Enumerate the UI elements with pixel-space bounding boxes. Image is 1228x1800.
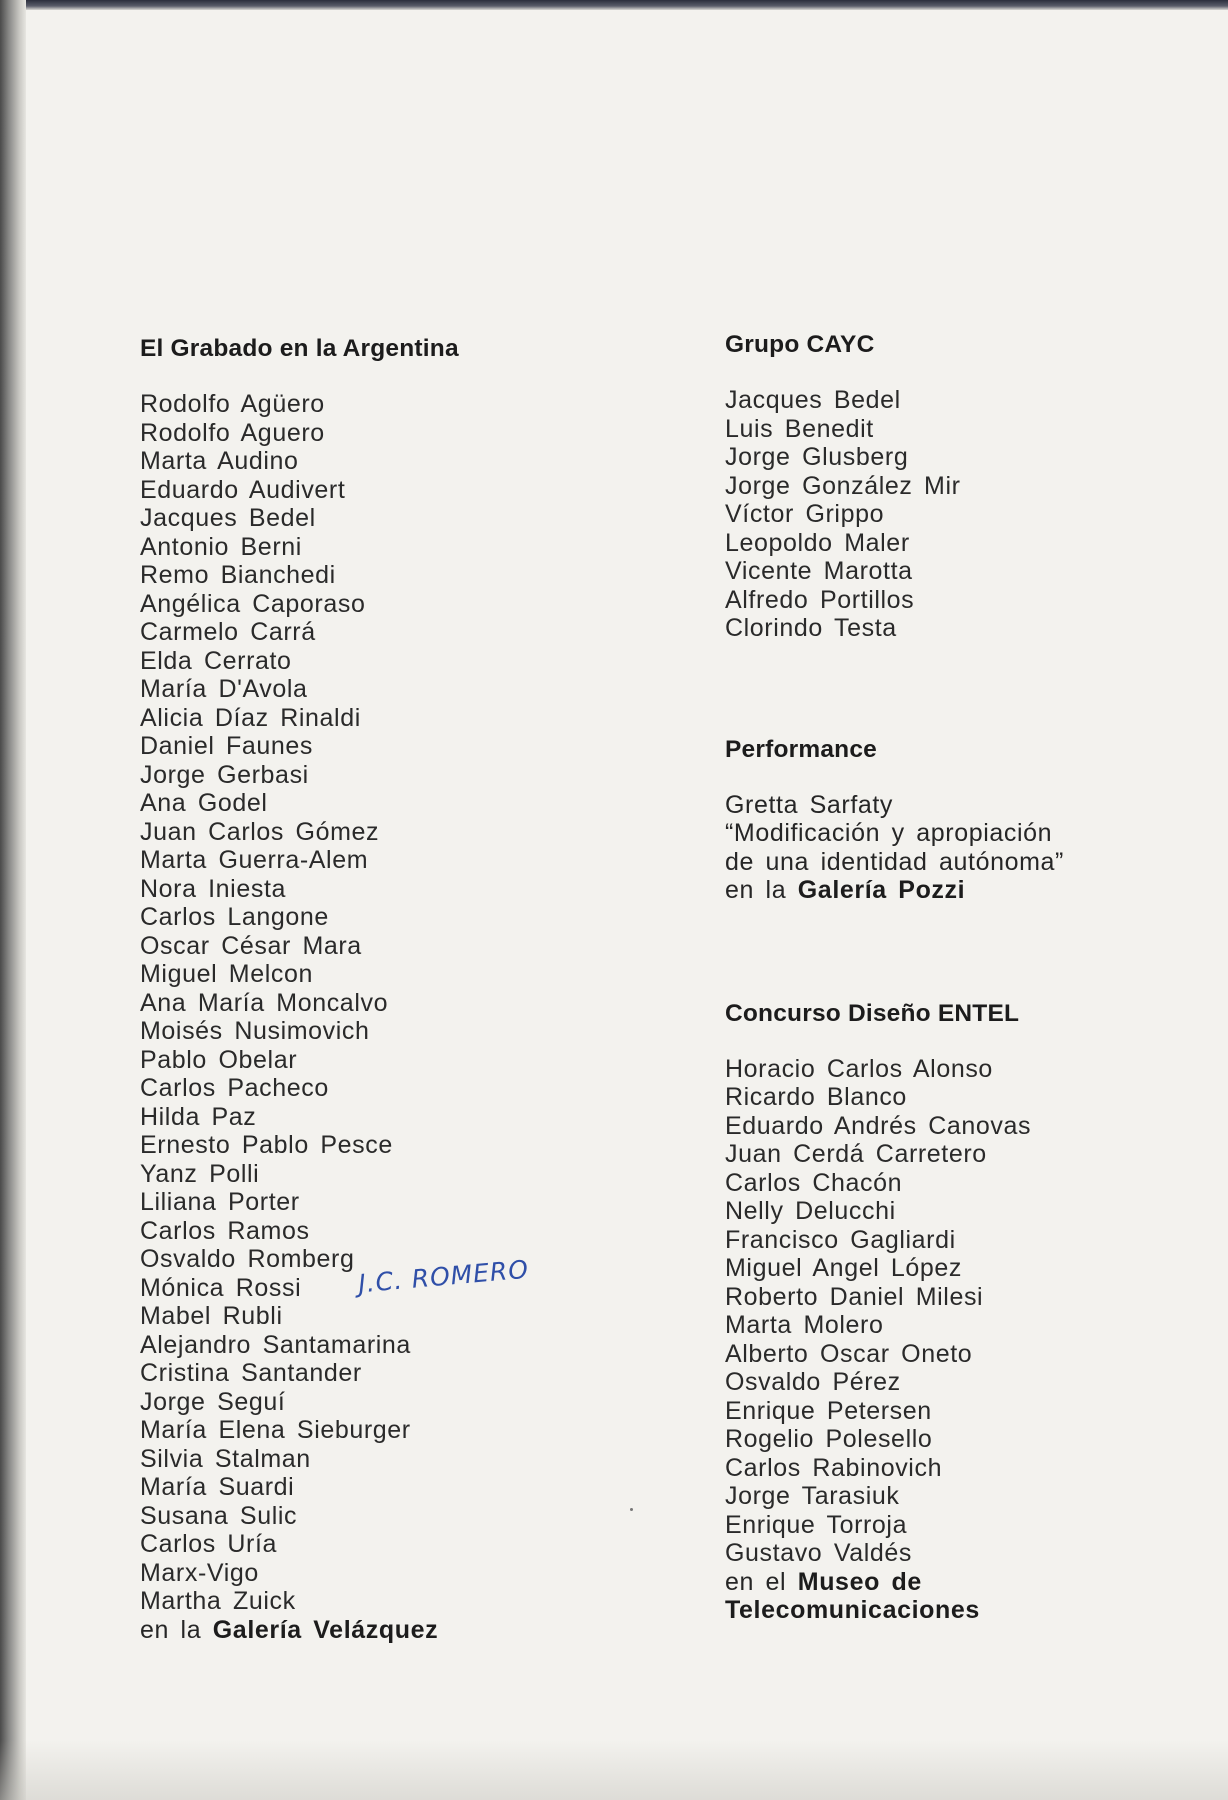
artist-name: Alfredo Portillos bbox=[725, 585, 915, 614]
artist-name: Martha Zuick bbox=[140, 1587, 296, 1615]
entel-venue bbox=[725, 1568, 1064, 1597]
cayc-artist-list bbox=[725, 386, 1064, 643]
artist-name: Carlos Pacheco bbox=[140, 1074, 329, 1102]
venue-name-line-2: Telecomunicaciones bbox=[725, 1596, 980, 1624]
artist-name: Jorge Glusberg bbox=[725, 443, 909, 471]
performance-venue bbox=[725, 876, 1064, 905]
designer-name: Enrique Petersen bbox=[725, 1396, 932, 1425]
speck bbox=[630, 1508, 633, 1511]
artist-name: Jorge Gerbasi bbox=[140, 760, 309, 789]
spacer bbox=[725, 1029, 1064, 1055]
artist-name: Jacques Bedel bbox=[140, 504, 316, 532]
spacer bbox=[725, 360, 1064, 386]
artist-name: Juan Carlos Gómez bbox=[140, 817, 380, 846]
performance-work-line-2: de una identidad autónoma” bbox=[725, 847, 1064, 876]
artist-name: Ana María Moncalvo bbox=[140, 988, 389, 1017]
designer-name: Nelly Delucchi bbox=[725, 1197, 896, 1225]
cayc-section bbox=[725, 330, 1064, 643]
artist-name: Jorge González Mir bbox=[725, 471, 961, 500]
grabado-venue bbox=[140, 1616, 459, 1645]
designer-name: Osvaldo Pérez bbox=[725, 1368, 901, 1396]
artist-name: Marta Audino bbox=[140, 447, 299, 475]
artist-name: Mabel Rubli bbox=[140, 1302, 283, 1330]
artist-name: Leopoldo Maler bbox=[725, 528, 910, 557]
artist-name: Jorge Seguí bbox=[140, 1387, 286, 1416]
venue-name: Galería Pozzi bbox=[797, 876, 966, 904]
artist-name: María Suardi bbox=[140, 1473, 295, 1501]
venue-prefix: en la bbox=[140, 1615, 202, 1644]
performance-section bbox=[725, 735, 1064, 905]
designer-name: Roberto Daniel Milesi bbox=[725, 1282, 984, 1311]
show-through-text bbox=[930, 185, 938, 219]
grabado-title: El Grabado en la Argentina bbox=[140, 335, 459, 362]
spacer bbox=[140, 364, 459, 390]
artist-name: Víctor Grippo bbox=[725, 500, 885, 528]
designer-name: Gustavo Valdés bbox=[725, 1539, 913, 1567]
designer-name: Francisco Gagliardi bbox=[725, 1225, 956, 1254]
designer-name: Eduardo Andrés Canovas bbox=[725, 1111, 1032, 1140]
spacer bbox=[725, 905, 1064, 999]
artist-name: Carlos Langone bbox=[140, 903, 329, 931]
performance-work-line-1: “Modificación y apropiación bbox=[725, 819, 1053, 847]
designer-name: Horacio Carlos Alonso bbox=[725, 1054, 993, 1083]
designer-name: Ricardo Blanco bbox=[725, 1083, 907, 1111]
right-column bbox=[725, 330, 1064, 1625]
artist-name: Pablo Obelar bbox=[140, 1045, 298, 1074]
entel-title: Concurso Diseño ENTEL bbox=[725, 999, 1020, 1027]
artist-name: Oscar César Mara bbox=[140, 931, 362, 960]
artist-name: Eduardo Audivert bbox=[140, 475, 346, 504]
artist-name: Osvaldo Romberg bbox=[140, 1245, 355, 1273]
artist-name: Carlos Uría bbox=[140, 1530, 278, 1558]
artist-name: Antonio Berni bbox=[140, 532, 302, 561]
artist-name: Carlos Ramos bbox=[140, 1216, 310, 1245]
artist-name: Carmelo Carrá bbox=[140, 618, 316, 646]
artist-name: Nora Iniesta bbox=[140, 874, 286, 903]
artist-name: Elda Cerrato bbox=[140, 646, 292, 675]
designer-name: Jorge Tarasiuk bbox=[725, 1482, 900, 1510]
artist-name: Yanz Polli bbox=[140, 1159, 260, 1188]
artist-name: Ernesto Pablo Pesce bbox=[140, 1131, 393, 1159]
artist-name: Hilda Paz bbox=[140, 1102, 257, 1131]
page-top-edge bbox=[0, 0, 1228, 10]
artist-name: Susana Sulic bbox=[140, 1501, 298, 1530]
designer-name: Carlos Chacón bbox=[725, 1168, 903, 1197]
artist-name: Vicente Marotta bbox=[725, 557, 913, 585]
artist-name: Miguel Melcon bbox=[140, 960, 313, 988]
designer-name: Carlos Rabinovich bbox=[725, 1453, 943, 1482]
grabado-artist-list bbox=[140, 390, 459, 1616]
artist-name: Mónica Rossi bbox=[140, 1273, 302, 1302]
venue-name-line-1: Museo de bbox=[797, 1567, 922, 1596]
artist-name: Remo Bianchedi bbox=[140, 561, 336, 589]
designer-name: Rogelio Polesello bbox=[725, 1425, 933, 1453]
artist-name: María Elena Sieburger bbox=[140, 1416, 411, 1444]
spacer bbox=[725, 643, 1064, 735]
entel-designer-list bbox=[725, 1055, 1064, 1568]
designer-name: Juan Cerdá Carretero bbox=[725, 1140, 987, 1168]
page-binding-edge bbox=[0, 0, 26, 1800]
artist-name: Jacques Bedel bbox=[725, 386, 901, 414]
artist-name: Rodolfo Agüero bbox=[140, 390, 325, 418]
designer-name: Enrique Torroja bbox=[725, 1510, 908, 1539]
page-bottom-shadow bbox=[0, 1740, 1228, 1800]
handwritten-annotation: J.C. ROMERO bbox=[357, 1254, 531, 1299]
artist-name: Luis Benedit bbox=[725, 414, 874, 443]
spacer bbox=[725, 765, 1064, 791]
artist-name: Daniel Faunes bbox=[140, 732, 314, 760]
designer-name: Miguel Angel López bbox=[725, 1254, 963, 1282]
artist-name: Liliana Porter bbox=[140, 1188, 300, 1216]
entel-section bbox=[725, 999, 1064, 1625]
artist-name: Alejandro Santamarina bbox=[140, 1330, 411, 1359]
artist-name: Rodolfo Aguero bbox=[140, 418, 325, 447]
cayc-title: Grupo CAYC bbox=[725, 331, 875, 358]
performance-title: Performance bbox=[725, 735, 877, 763]
performance-artist: Gretta Sarfaty bbox=[725, 790, 894, 819]
artist-name: Alicia Díaz Rinaldi bbox=[140, 703, 361, 732]
venue-name: Galería Velázquez bbox=[212, 1615, 439, 1644]
grabado-section bbox=[140, 334, 459, 1644]
entel-venue-line-2 bbox=[725, 1596, 1064, 1625]
artist-name: Angélica Caporaso bbox=[140, 589, 366, 618]
artist-name: Silvia Stalman bbox=[140, 1444, 311, 1473]
artist-name: Ana Godel bbox=[140, 789, 268, 817]
artist-name: Clorindo Testa bbox=[725, 614, 897, 642]
artist-name: Marx-Vigo bbox=[140, 1558, 259, 1587]
designer-name: Marta Molero bbox=[725, 1311, 884, 1339]
artist-name: Marta Guerra-Alem bbox=[140, 846, 369, 874]
artist-name: Moisés Nusimovich bbox=[140, 1017, 370, 1045]
venue-prefix: en el bbox=[725, 1567, 787, 1596]
designer-name: Alberto Oscar Oneto bbox=[725, 1339, 973, 1368]
venue-prefix: en la bbox=[725, 876, 787, 904]
artist-name: María D'Avola bbox=[140, 675, 308, 703]
artist-name: Cristina Santander bbox=[140, 1359, 362, 1387]
